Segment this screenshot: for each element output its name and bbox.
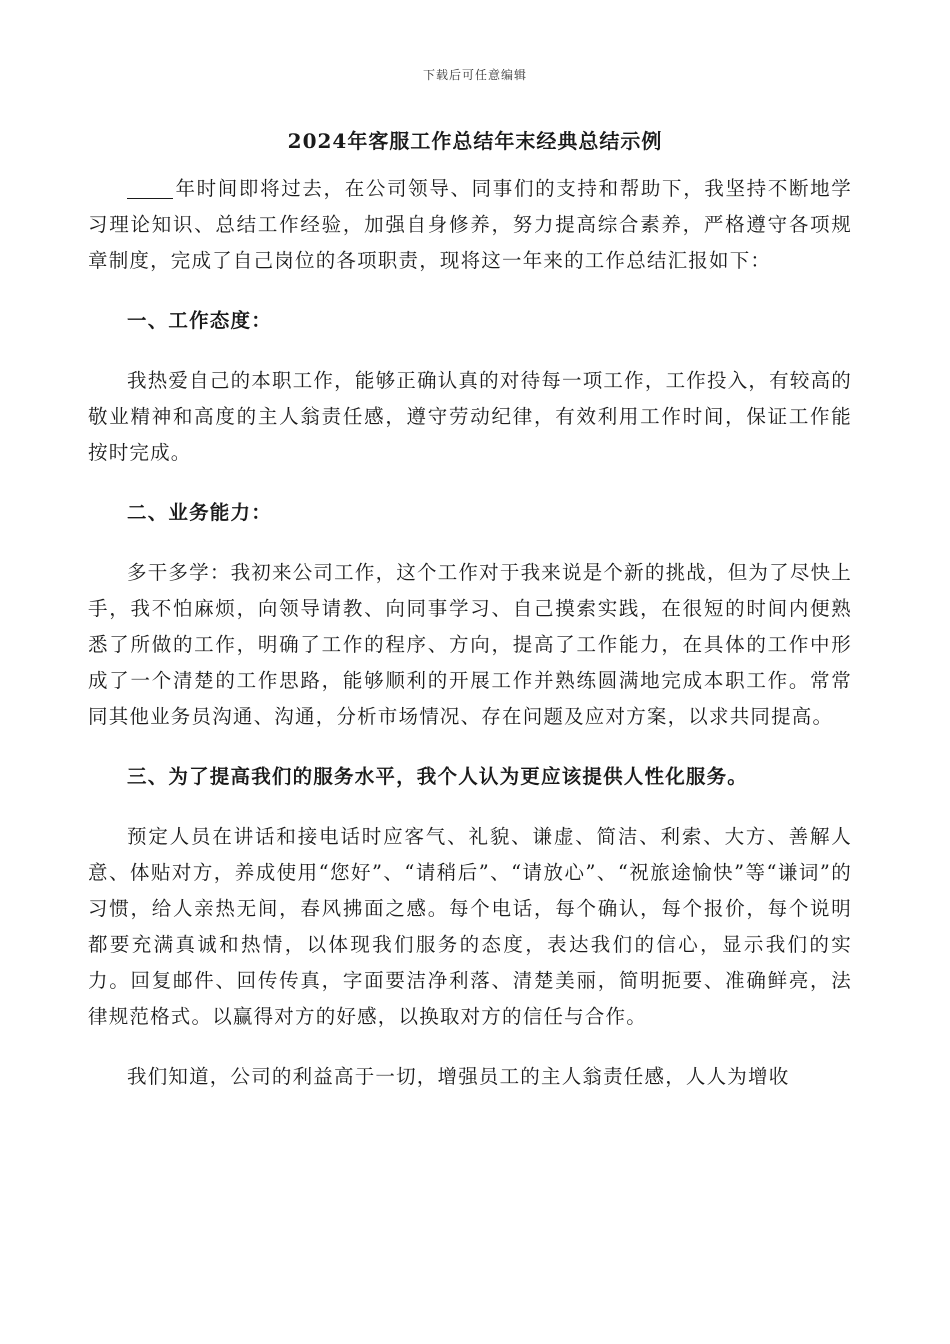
section-heading-1: 一、工作态度： bbox=[127, 309, 272, 332]
document-title: 2024年客服工作总结年末经典总结示例 bbox=[287, 129, 663, 153]
fill-in-blank bbox=[127, 176, 173, 199]
section-heading-3: 三、为了提高我们的服务水平，我个人认为更应该提供人性化服务。 bbox=[127, 765, 749, 788]
header-note: 下载后可任意编辑 bbox=[422, 68, 527, 82]
intro-paragraph bbox=[88, 171, 852, 279]
section-heading-2: 二、业务能力： bbox=[127, 501, 272, 524]
section-paragraph-1: 我热爱自己的本职工作，能够正确认真的对待每一项工作，工作投入，有较高的敬业精神和高度的主人翁责任感，遵守劳动纪律，有效利用工作时间，保证工作能按时完成。 bbox=[88, 369, 852, 464]
section-paragraph-2: 多干多学：我初来公司工作，这个工作对于我来说是个新的挑战，但为了尽快上手，我不怕麻烦，向领导请教、向同事学习、自己摸索实践，在很短的时间内便熟悉了所做的工作，明确了工作的程序、方向，提高了工作能力，在具体的工作中形成了一个清楚的工作思路，能够顺利的开展工作并熟练圆满地完成本职工作。常常同其他业务员沟通、沟通，分析市场情况、存在问题及应对方案，以求共同提高。 bbox=[88, 561, 852, 728]
intro-text: 年时间即将过去，在公司领导、同事们的支持和帮助下，我坚持不断地学习理论知识、总结工作经验，加强自身修养，努力提高综合素养，严格遵守各项规章制度，完成了自己岗位的各项职责，现将这一年来的工作总结汇报如下： bbox=[88, 177, 852, 272]
section-paragraph-3: 预定人员在讲话和接电话时应客气、礼貌、谦虚、简洁、利索、大方、善解人意、体贴对方，养成使用“您好”、“请稍后”、“请放心”、“祝旅途愉快”等“谦词”的习惯，给人亲热无间，春风拂面之感。每个电话，每个确认，每个报价，每个说明都要充满真诚和热情，以体现我们服务的态度，表达我们的信心，显示我们的实力。回复邮件、回传传真，字面要洁净利落、清楚美丽，简明扼要、准确鲜亮，法律规范格式。以赢得对方的好感，以换取对方的信任与合作。 bbox=[88, 825, 852, 1028]
document-body bbox=[88, 171, 852, 1095]
section-paragraph-3b: 我们知道，公司的利益高于一切，增强员工的主人翁责任感，人人为增收 bbox=[127, 1065, 790, 1088]
